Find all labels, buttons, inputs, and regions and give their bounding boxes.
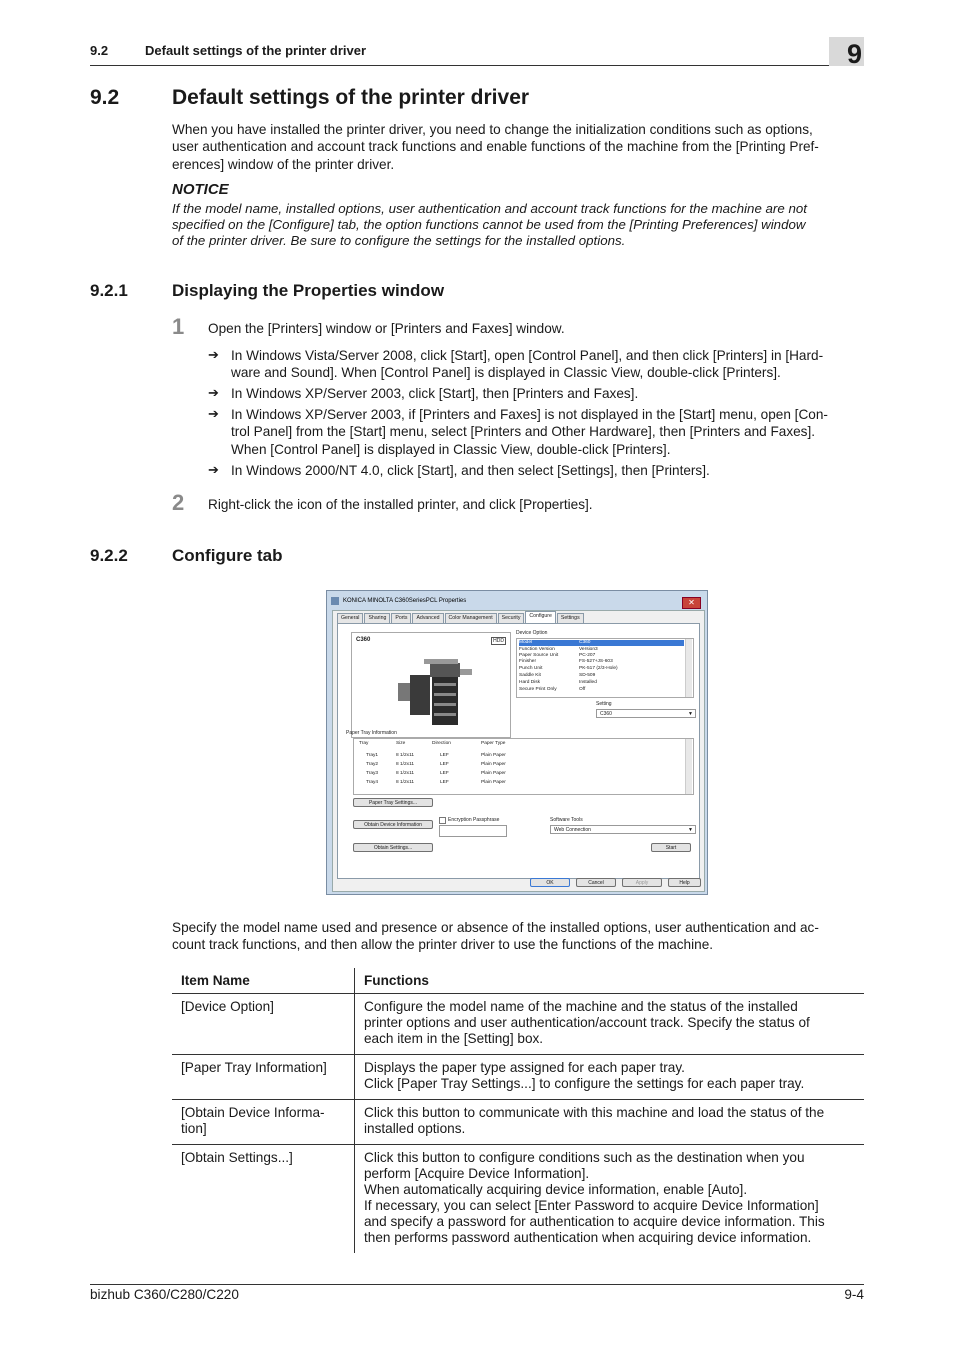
table-row[interactable] <box>366 762 506 768</box>
software-tools-select[interactable] <box>550 825 696 834</box>
subsection-number: 9.2.1 <box>90 281 128 300</box>
description-line: count track functions, and then allow the printer driver to use the functions of the machine. <box>172 937 714 953</box>
tray-size: 8 1/2x11 <box>396 780 415 785</box>
arrow-icon: ➔ <box>208 385 219 400</box>
printer-icon <box>331 597 339 605</box>
sub-step-line: In Windows 2000/NT 4.0, click [Start], and then select [Settings], then [Printers]. <box>231 463 710 478</box>
tab-security[interactable]: Security <box>498 613 525 623</box>
item-name-line: [Obtain Device Informa- <box>181 1105 325 1120</box>
tray-type: Plain Paper <box>481 762 506 767</box>
model-label: C360 <box>356 637 371 643</box>
tray-name: Tray2 <box>366 762 379 767</box>
sub-step <box>231 347 864 382</box>
option-value: Installed <box>579 680 597 685</box>
list-item[interactable] <box>519 640 684 646</box>
subsection-title: Configure tab <box>172 546 283 565</box>
tray-size: 8 1/2x11 <box>396 762 415 767</box>
device-option-list[interactable] <box>516 638 694 698</box>
footer-page-number: 9-4 <box>844 1287 864 1302</box>
item-name: [Obtain Settings...] <box>172 1145 355 1254</box>
column-header-item: Item Name <box>172 968 355 994</box>
footer-rule <box>90 1284 864 1285</box>
encryption-checkbox[interactable] <box>439 817 446 824</box>
tab-sharing[interactable]: Sharing <box>364 613 390 623</box>
tray-direction: LEF <box>440 771 449 776</box>
setting-select[interactable] <box>596 709 696 718</box>
section-title: Default settings of the printer driver <box>172 86 530 109</box>
paper-tray-list[interactable] <box>353 738 694 795</box>
step-text: Open the [Printers] window or [Printers and Faxes] window. <box>208 321 565 336</box>
step-number: 2 <box>172 490 185 515</box>
tab-settings[interactable]: Settings <box>557 613 584 623</box>
dialog-body <box>332 610 705 892</box>
running-header-title: Default settings of the printer driver <box>145 43 367 58</box>
sub-step-line: When [Control Panel] is displayed in Classic View, double-click [Printers]. <box>231 441 671 457</box>
chapter-tab <box>829 37 864 69</box>
item-name-line: tion] <box>181 1121 207 1136</box>
tab-general[interactable]: General <box>337 613 363 623</box>
subsection-title: Displaying the Properties window <box>172 281 445 300</box>
sub-step-line: trol Panel] from the [Start] menu, select [Printers and Other Hardware], then [Printers and Faxes]. <box>231 424 816 440</box>
option-value: Off <box>579 687 586 692</box>
tab-advanced[interactable]: Advanced <box>412 613 443 623</box>
arrow-icon: ➔ <box>208 347 219 362</box>
dialog-title: KONICA MINOLTA C360SeriesPCL Properties <box>343 598 467 604</box>
setting-value: C360 <box>600 711 612 717</box>
apply-button[interactable]: Apply <box>622 878 662 887</box>
list-item[interactable] <box>519 680 597 686</box>
chapter-number: 9 <box>846 39 862 69</box>
sub-step-line: In Windows XP/Server 2003, click [Start], then [Printers and Faxes]. <box>231 386 639 401</box>
list-item[interactable] <box>519 687 586 693</box>
tray-size: 8 1/2x11 <box>396 771 415 776</box>
paper-tray-settings-button[interactable]: Paper Tray Settings... <box>353 798 433 807</box>
functions-table <box>172 968 864 1253</box>
sub-step <box>231 462 864 479</box>
step-text: Right-click the icon of the installed printer, and click [Properties]. <box>208 497 593 512</box>
option-name: Hard Disk <box>519 680 541 685</box>
device-option-label: Device Option <box>516 630 548 636</box>
tray-type: Plain Paper <box>481 780 506 785</box>
sub-step-line: In Windows Vista/Server 2008, click [Start], open [Control Panel], and then click [Printers] in [Hard- <box>231 348 824 363</box>
column-header: Paper Type <box>481 741 506 746</box>
item-function <box>355 1055 865 1100</box>
item-name: [Paper Tray Information] <box>172 1055 355 1100</box>
function-line: and specify a password for authentication to acquire device information. This <box>364 1214 825 1229</box>
description-line: Specify the model name used and presence or absence of the installed options, user authentication and ac- <box>172 920 819 935</box>
paper-tray-label: Paper Tray Information <box>346 730 397 736</box>
tab-color-management[interactable]: Color Management <box>445 613 497 623</box>
machine-image-box <box>351 632 511 738</box>
tab-ports[interactable]: Ports <box>391 613 411 623</box>
software-tools-label: Software Tools <box>550 817 583 823</box>
option-name: Saddle Kit <box>519 673 541 678</box>
properties-dialog <box>326 590 708 895</box>
configure-panel <box>337 623 700 879</box>
notice-line: If the model name, installed options, user authentication and account track functions for the machine are not <box>172 201 807 216</box>
subsection-number: 9.2.2 <box>90 546 128 565</box>
option-value: FS-527+JS-603 <box>579 659 613 664</box>
table-row <box>172 1145 864 1254</box>
function-line: Displays the paper type assigned for each paper tray. <box>364 1060 685 1075</box>
function-line: then performs password authentication when acquiring device information. <box>364 1230 812 1245</box>
option-name: Secure Print Only <box>519 687 557 692</box>
tray-type: Plain Paper <box>481 753 506 758</box>
table-row[interactable] <box>366 753 506 759</box>
arrow-icon: ➔ <box>208 406 219 421</box>
chevron-down-icon: ▼ <box>688 827 693 833</box>
step-number: 1 <box>172 314 185 339</box>
hdd-badge: HDD <box>493 638 504 644</box>
column-header: Size <box>396 741 406 746</box>
table-row[interactable] <box>366 771 506 777</box>
ok-button[interactable]: OK <box>530 878 570 887</box>
section-number: 9.2 <box>90 86 120 109</box>
option-value: SD-509 <box>579 673 596 678</box>
item-name <box>172 1100 355 1145</box>
configure-description <box>172 919 864 954</box>
cancel-button[interactable]: Cancel <box>576 878 616 887</box>
function-line: Click this button to configure conditions such as the destination when you <box>364 1150 805 1165</box>
tray-name: Tray3 <box>366 771 379 776</box>
option-name: Paper Source Unit <box>519 653 559 658</box>
intro-paragraph <box>172 121 864 173</box>
list-item[interactable] <box>519 659 613 665</box>
scrollbar[interactable] <box>685 739 692 794</box>
tab-configure[interactable]: Configure <box>525 611 556 623</box>
column-header: Tray <box>359 741 369 746</box>
sub-step-line: ware and Sound]. When [Control Panel] is displayed in Classic View, double-click [Printers]. <box>231 365 781 381</box>
table-header-row <box>172 968 864 994</box>
option-name: Model <box>519 640 533 645</box>
function-line: Click [Paper Tray Settings...] to configure the settings for each paper tray. <box>364 1076 805 1091</box>
function-line: Click this button to communicate with this machine and load the status of the <box>364 1105 825 1120</box>
dialog-titlebar <box>331 594 703 608</box>
function-line: installed options. <box>364 1121 466 1136</box>
sub-step-line: In Windows XP/Server 2003, if [Printers and Faxes] is not displayed in the [Start] menu, open [Con- <box>231 407 828 422</box>
option-name: Function Version <box>519 647 555 652</box>
running-header-number: 9.2 <box>90 43 109 58</box>
option-name: Finisher <box>519 659 537 664</box>
obtain-settings-button[interactable]: Obtain Settings... <box>353 843 433 852</box>
option-value: PK-517 (2/3-Hole) <box>579 666 618 671</box>
function-line: When automatically acquiring device information, enable [Auto]. <box>364 1182 748 1197</box>
list-item[interactable] <box>519 673 596 679</box>
table-row <box>172 1055 864 1100</box>
option-value: PC-207 <box>579 653 596 658</box>
item-function <box>355 1145 865 1254</box>
setting-label: Setting <box>596 701 612 707</box>
option-name: Punch Unit <box>519 666 543 671</box>
encryption-input[interactable] <box>439 825 507 837</box>
function-line: each item in the [Setting] box. <box>364 1031 544 1046</box>
tray-direction: LEF <box>440 762 449 767</box>
column-header: Direction <box>432 741 451 746</box>
function-line: Configure the model name of the machine and the status of the installed <box>364 999 798 1014</box>
tray-name: Tray4 <box>366 780 379 785</box>
tray-size: 8 1/2x11 <box>396 753 415 758</box>
table-header <box>359 741 506 747</box>
item-function <box>355 1100 865 1145</box>
chevron-down-icon: ▼ <box>688 711 693 717</box>
footer-product: bizhub C360/C280/C220 <box>90 1287 239 1302</box>
list-item[interactable] <box>519 666 618 672</box>
function-line: printer options and user authentication/account track. Specify the status of <box>364 1015 810 1030</box>
tray-direction: LEF <box>440 753 449 758</box>
start-button[interactable]: Start <box>651 843 691 852</box>
option-value: C360 <box>579 640 591 645</box>
notice-line: of the printer driver. Be sure to configure the settings for the installed options. <box>172 233 626 248</box>
header-rule <box>90 65 864 66</box>
tray-type: Plain Paper <box>481 771 506 776</box>
tab-bar <box>337 613 585 623</box>
sub-step <box>231 406 864 458</box>
tray-name: Tray1 <box>366 753 379 758</box>
obtain-device-info-button[interactable]: Obtain Device Information <box>353 820 433 829</box>
close-button[interactable]: ✕ <box>682 597 701 609</box>
table-row[interactable] <box>366 780 506 786</box>
notice-heading: NOTICE <box>172 181 229 198</box>
table-row <box>172 994 864 1055</box>
table-row <box>172 1100 864 1145</box>
option-value: Version3 <box>579 647 598 652</box>
item-function <box>355 994 865 1055</box>
column-header-functions: Functions <box>355 968 865 994</box>
function-line: If necessary, you can select [Enter Password to acquire Device Information] <box>364 1198 819 1213</box>
help-button[interactable]: Help <box>668 878 701 887</box>
notice-text <box>172 201 864 249</box>
arrow-icon: ➔ <box>208 462 219 477</box>
notice-line: specified on the [Configure] tab, the option functions cannot be used from the [Printing Preferences] window <box>172 217 806 232</box>
tray-direction: LEF <box>440 780 449 785</box>
intro-line: When you have installed the printer driver, you need to change the initialization conditions such as options, <box>172 122 813 137</box>
intro-line: user authentication and account track functions and enable functions of the machine from the [Printing Pref- <box>172 139 819 155</box>
encryption-label: Encryption Passphrase <box>448 817 500 823</box>
function-line: perform [Acquire Device Information]. <box>364 1166 590 1181</box>
sub-step <box>231 385 864 402</box>
printer-illustration-icon <box>352 633 510 737</box>
intro-line: erences] window of the printer driver. <box>172 156 395 172</box>
software-tools-value: Web Connection <box>554 827 591 833</box>
scrollbar[interactable] <box>685 639 692 697</box>
item-name: [Device Option] <box>172 994 355 1055</box>
